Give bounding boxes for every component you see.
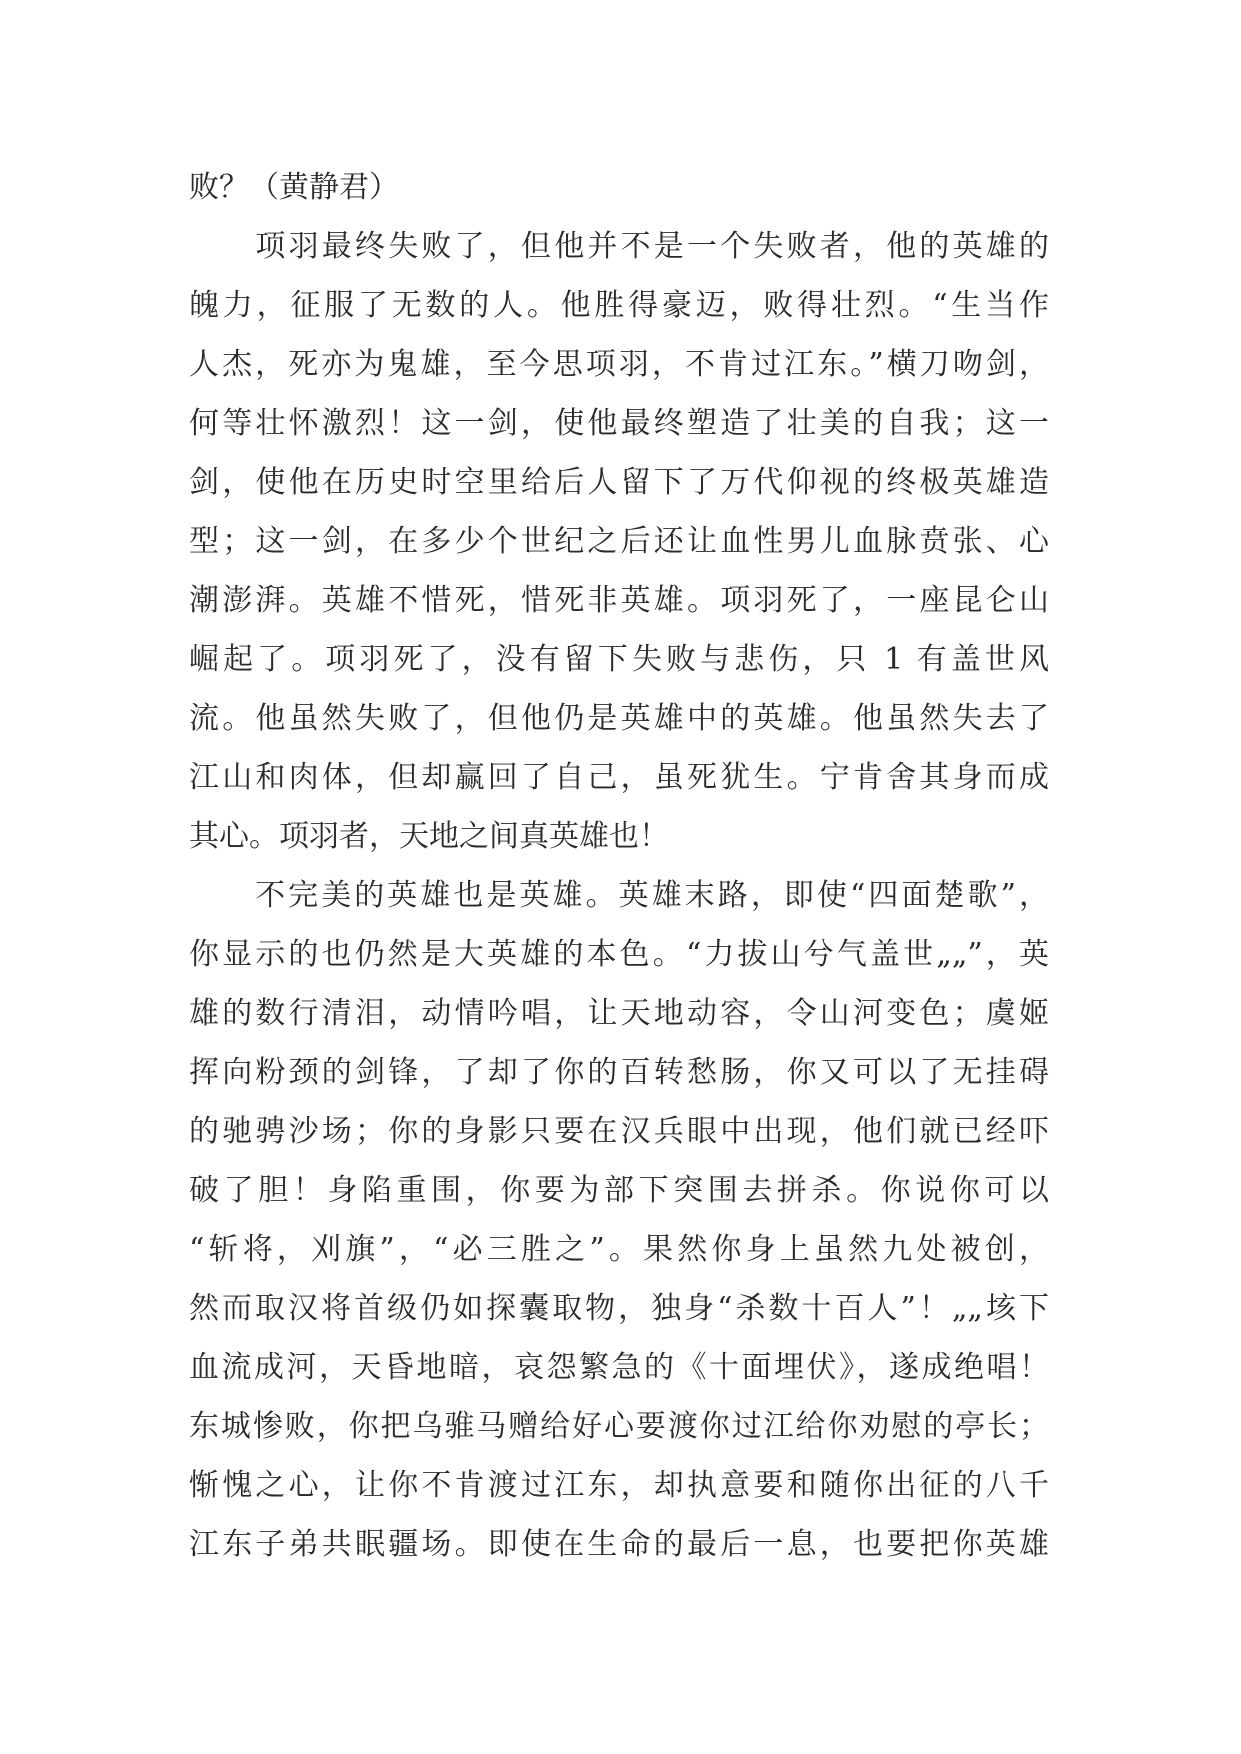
text-line: 其心。项羽者，天地之间真英雄也！ — [189, 819, 669, 854]
text-line: 血流成河，天昏地暗，哀怨繁急的《十面埋伏》，遂成绝唱！ — [189, 1350, 1049, 1385]
text-line: 项羽最终失败了，但他并不是一个失败者，他的英雄的 — [189, 229, 1049, 264]
text-line: 何等壮怀激烈！这一剑，使他最终塑造了壮美的自我；这一 — [189, 406, 1049, 441]
text-line: 的驰骋沙场；你的身影只要在汉兵眼中出现，他们就已经吓 — [189, 1114, 1049, 1149]
text-line: 江山和肉体，但却赢回了自己，虽死犹生。宁肯舍其身而成 — [189, 760, 1049, 795]
text-line: 崛起了。项羽死了，没有留下失败与悲伤，只 1 有盖世风 — [189, 642, 1049, 677]
text-line: 人杰，死亦为鬼雄，至今思项羽，不肯过江东。”横刀吻剑， — [189, 347, 1049, 382]
text-line: 败？（黄静君） — [189, 170, 399, 205]
text-line: 雄的数行清泪，动情吟唱，让天地动容，令山河变色；虞姬 — [189, 996, 1049, 1031]
text-line: 你显示的也仍然是大英雄的本色。“力拔山兮气盖世„„”，英 — [189, 937, 1049, 972]
text-line: 东城惨败，你把乌骓马赠给好心要渡你过江给你劝慰的亭长； — [189, 1409, 1049, 1444]
text-line: “斩将，刈旗”，“必三胜之”。果然你身上虽然九处被创， — [189, 1232, 1049, 1267]
text-line: 潮澎湃。英雄不惜死，惜死非英雄。项羽死了，一座昆仑山 — [189, 583, 1049, 618]
text-line: 挥向粉颈的剑锋，了却了你的百转愁肠，你又可以了无挂碍 — [189, 1055, 1049, 1090]
text-line: 剑，使他在历史时空里给后人留下了万代仰视的终极英雄造 — [189, 465, 1049, 500]
text-line: 不完美的英雄也是英雄。英雄末路，即使“四面楚歌”， — [189, 878, 1049, 913]
essay-text — [189, 158, 1049, 1574]
text-line: 破了胆！身陷重围，你要为部下突围去拼杀。你说你可以 — [189, 1173, 1049, 1208]
text-line: 惭愧之心，让你不肯渡过江东，却执意要和随你出征的八千 — [189, 1468, 1049, 1503]
text-line: 型；这一剑，在多少个世纪之后还让血性男儿血脉贲张、心 — [189, 524, 1049, 559]
text-line: 魄力，征服了无数的人。他胜得豪迈，败得壮烈。“生当作 — [189, 288, 1049, 323]
text-line: 流。他虽然失败了，但他仍是英雄中的英雄。他虽然失去了 — [189, 701, 1049, 736]
text-line: 江东子弟共眠疆场。即使在生命的最后一息，也要把你英雄 — [189, 1527, 1049, 1562]
text-line: 然而取汉将首级仍如探囊取物，独身“杀数十百人”！„„垓下 — [189, 1291, 1049, 1326]
